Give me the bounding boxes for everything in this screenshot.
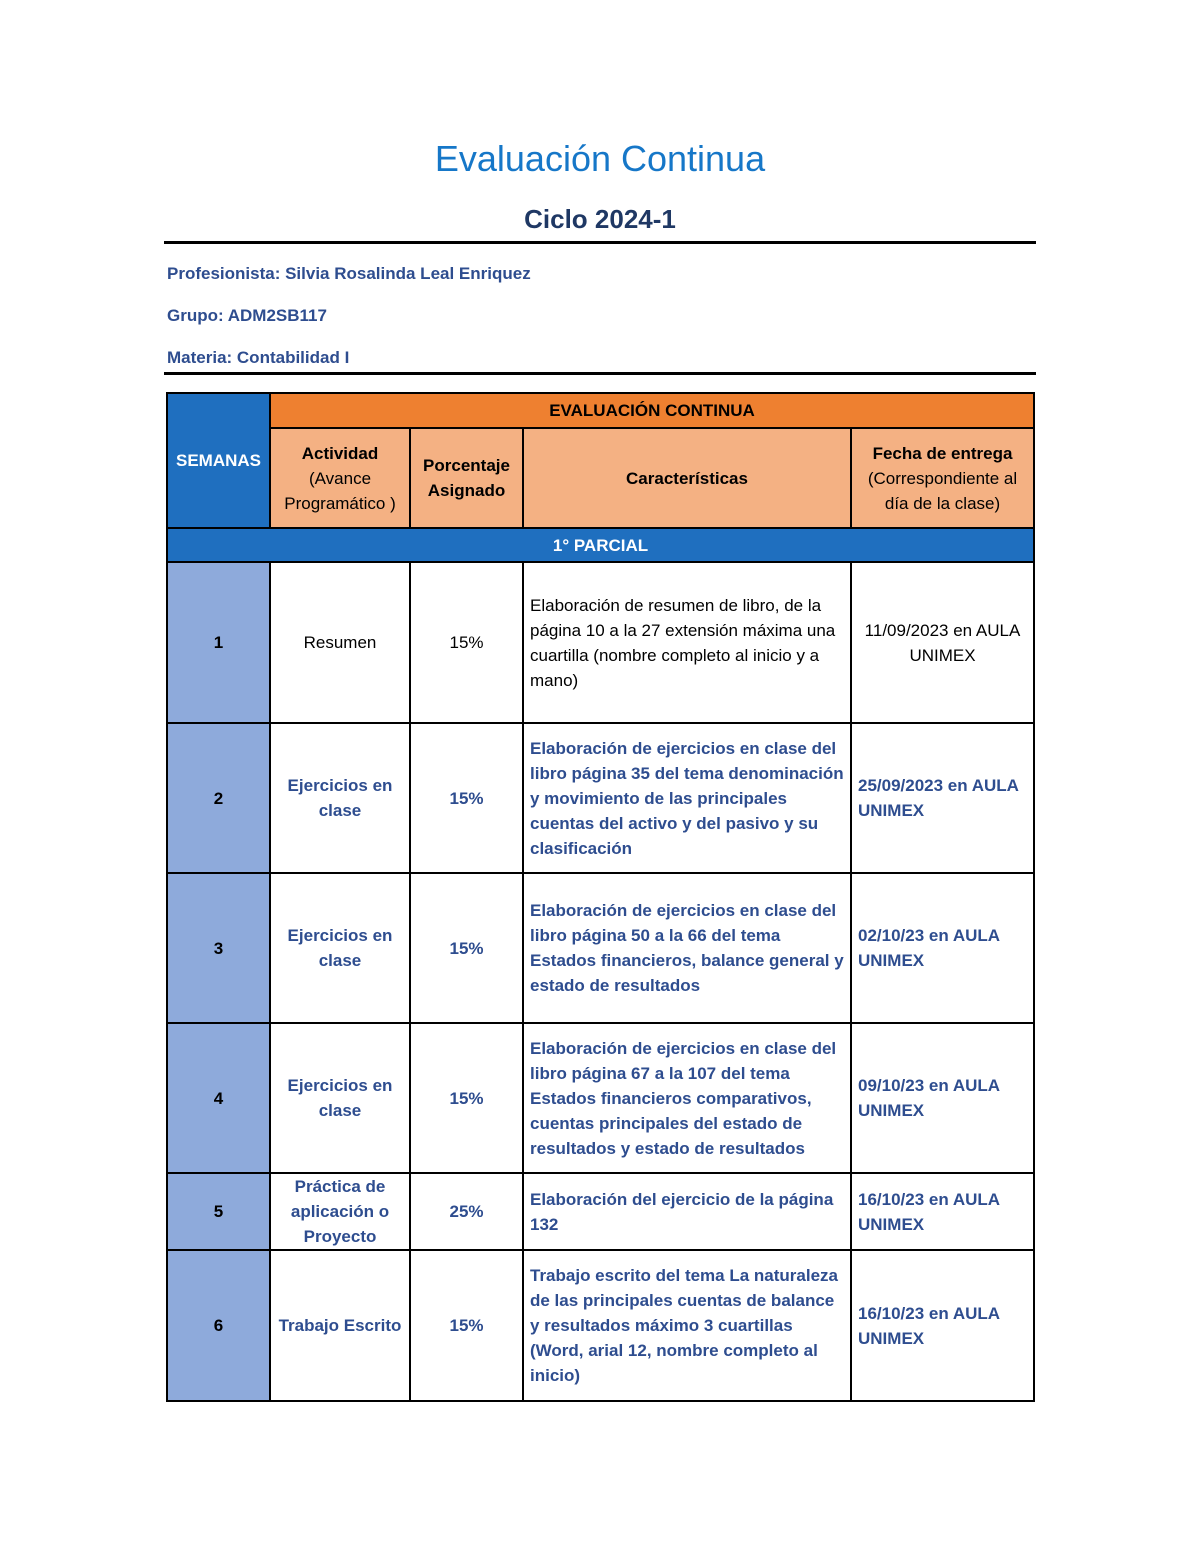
- materia-label: Materia: Contabilidad I: [167, 348, 350, 367]
- semana-cell: 4: [167, 1023, 270, 1173]
- porcentaje-cell: 15%: [410, 1023, 523, 1173]
- fecha-cell: 09/10/23 en AULA UNIMEX: [851, 1023, 1034, 1173]
- porcentaje-cell: 15%: [410, 723, 523, 873]
- actividad-header-title: Actividad: [301, 443, 379, 463]
- semana-cell: 6: [167, 1250, 270, 1401]
- fecha-cell: 16/10/23 en AULA UNIMEX: [851, 1173, 1034, 1250]
- grupo-label: Grupo: ADM2SB117: [167, 306, 327, 325]
- semana-cell: 5: [167, 1173, 270, 1250]
- table-row: [167, 1173, 1034, 1250]
- divider-bottom: [164, 372, 1036, 375]
- porcentaje-cell: 15%: [410, 562, 523, 723]
- caracteristicas-cell: Elaboración de ejercicios en clase del libro página 67 a la 107 del tema Estados financieros comparativos, cuentas principales del estado de resultados y estado de resultados: [523, 1023, 851, 1173]
- semana-cell: 1: [167, 562, 270, 723]
- semana-cell: 2: [167, 723, 270, 873]
- actividad-cell: Resumen: [270, 562, 410, 723]
- fecha-header-sub: (Correspondiente al día de la clase): [867, 468, 1018, 513]
- divider-top: [164, 241, 1036, 244]
- fecha-cell: 02/10/23 en AULA UNIMEX: [851, 873, 1034, 1023]
- page-subtitle: Ciclo 2024-1: [524, 204, 676, 234]
- actividad-cell: Trabajo Escrito: [270, 1250, 410, 1401]
- porcentaje-cell: 25%: [410, 1173, 523, 1250]
- fecha-cell: 11/09/2023 en AULA UNIMEX: [851, 562, 1034, 723]
- caracteristicas-cell: Elaboración de resumen de libro, de la página 10 a la 27 extensión máxima una cuartilla (nombre completo al inicio y a mano): [523, 562, 851, 723]
- caracteristicas-header: Características: [523, 428, 851, 528]
- table-row: [167, 562, 1034, 723]
- fecha-header-title: Fecha de entrega: [872, 443, 1013, 463]
- semanas-header: SEMANAS: [167, 393, 270, 528]
- table-row: [167, 1250, 1034, 1401]
- fecha-cell: 25/09/2023 en AULA UNIMEX: [851, 723, 1034, 873]
- evaluation-table: [166, 392, 1035, 1402]
- profesionista-label: Profesionista: Silvia Rosalinda Leal Enriquez: [167, 264, 531, 283]
- caracteristicas-cell: Elaboración del ejercicio de la página 132: [523, 1173, 851, 1250]
- table-row: [167, 873, 1034, 1023]
- actividad-cell: Ejercicios en clase: [270, 873, 410, 1023]
- fecha-cell: 16/10/23 en AULA UNIMEX: [851, 1250, 1034, 1401]
- evaluacion-continua-header: EVALUACIÓN CONTINUA: [270, 393, 1034, 428]
- table-row: [167, 723, 1034, 873]
- actividad-cell: Práctica de aplicación o Proyecto: [270, 1173, 410, 1250]
- caracteristicas-cell: Elaboración de ejercicios en clase del libro página 50 a la 66 del tema Estados financieros, balance general y estado de resultados: [523, 873, 851, 1023]
- actividad-cell: Ejercicios en clase: [270, 1023, 410, 1173]
- porcentaje-cell: 15%: [410, 1250, 523, 1401]
- table-row: [167, 1023, 1034, 1173]
- fecha-header: [851, 428, 1034, 528]
- page-title: Evaluación Continua: [434, 138, 766, 179]
- actividad-cell: Ejercicios en clase: [270, 723, 410, 873]
- actividad-header-sub: (Avance Programático ): [284, 468, 396, 513]
- porcentaje-cell: 15%: [410, 873, 523, 1023]
- parcial-header: 1° PARCIAL: [167, 528, 1034, 562]
- caracteristicas-cell: Trabajo escrito del tema La naturaleza de las principales cuentas de balance y resultados máximo 3 cuartillas (Word, arial 12, nombre completo al inicio): [523, 1250, 851, 1401]
- caracteristicas-cell: Elaboración de ejercicios en clase del libro página 35 del tema denominación y movimiento de las principales cuentas del activo y del pasivo y su clasificación: [523, 723, 851, 873]
- porcentaje-header: Porcentaje Asignado: [410, 428, 523, 528]
- semana-cell: 3: [167, 873, 270, 1023]
- actividad-header: [270, 428, 410, 528]
